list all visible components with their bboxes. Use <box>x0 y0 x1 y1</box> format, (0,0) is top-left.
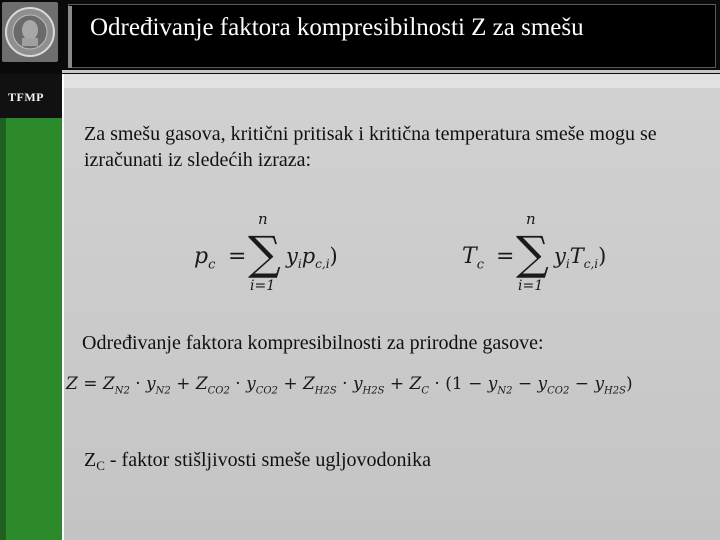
zc-definition <box>84 447 431 479</box>
pc-equals: = <box>228 244 247 269</box>
tc-sigma: ∑ <box>516 226 549 280</box>
pc-term-y-sub: i <box>297 257 302 272</box>
pc-sigma: ∑ <box>248 226 281 280</box>
tc-formula <box>462 206 662 296</box>
pc-sum-lower: i=1 <box>250 278 276 294</box>
tc-term-t-sub: c,i <box>583 257 599 272</box>
zc-symbol: Z <box>84 449 97 471</box>
pc-close-paren: ) <box>329 244 338 268</box>
pc-term-p: p <box>301 244 316 268</box>
intro-paragraph: Za smešu gasova, kritični pritisak i kritična temperatura smeše mogu se izračunati iz sledećih izraza: <box>84 123 657 171</box>
content-top-band <box>64 74 720 88</box>
pc-term-p-sub: c,i <box>315 257 330 272</box>
pc-lhs-sub: c <box>208 257 216 273</box>
left-accent-strip <box>0 118 62 540</box>
natural-gas-heading: Određivanje faktora kompresibilnosti za prirodne gasove: <box>82 332 544 354</box>
pc-lhs: p <box>194 244 209 269</box>
tc-term-y: y <box>554 244 566 268</box>
zc-text: - faktor stišljivosti smeše ugljovodonika <box>104 449 431 471</box>
university-seal-logo <box>2 2 58 62</box>
tc-term-y-sub: i <box>565 257 570 272</box>
header-underline <box>62 70 720 73</box>
z-formula: $Z = Z_{N2} \cdot y_{N2} + Z_{CO2} \cdot y_{CO2} + Z_{H2S} \cdot y_{H2S} + Z_C \cdot (1 - y_{N2} - y_{CO2} - y_{H2S})$ <box>66 374 633 397</box>
pc-term-y: y <box>286 244 298 268</box>
tc-lhs-sub: c <box>476 257 484 273</box>
left-accent-edge <box>0 118 6 540</box>
tc-sum-lower: i=1 <box>518 278 544 294</box>
pc-sum-upper: n <box>258 210 268 228</box>
zc-subscript: C <box>96 458 105 473</box>
tc-term-t: T <box>569 244 584 268</box>
tc-close-paren: ) <box>598 244 607 268</box>
tc-equals: = <box>496 244 515 269</box>
tc-lhs: T <box>462 244 477 269</box>
faculty-abbreviation: TFMP <box>8 90 44 104</box>
title-divider <box>68 6 72 68</box>
pc-formula <box>194 206 394 296</box>
slide-title: Određivanje faktora kompresibilnosti Z za smešu <box>90 14 584 41</box>
tc-sum-upper: n <box>526 210 536 228</box>
